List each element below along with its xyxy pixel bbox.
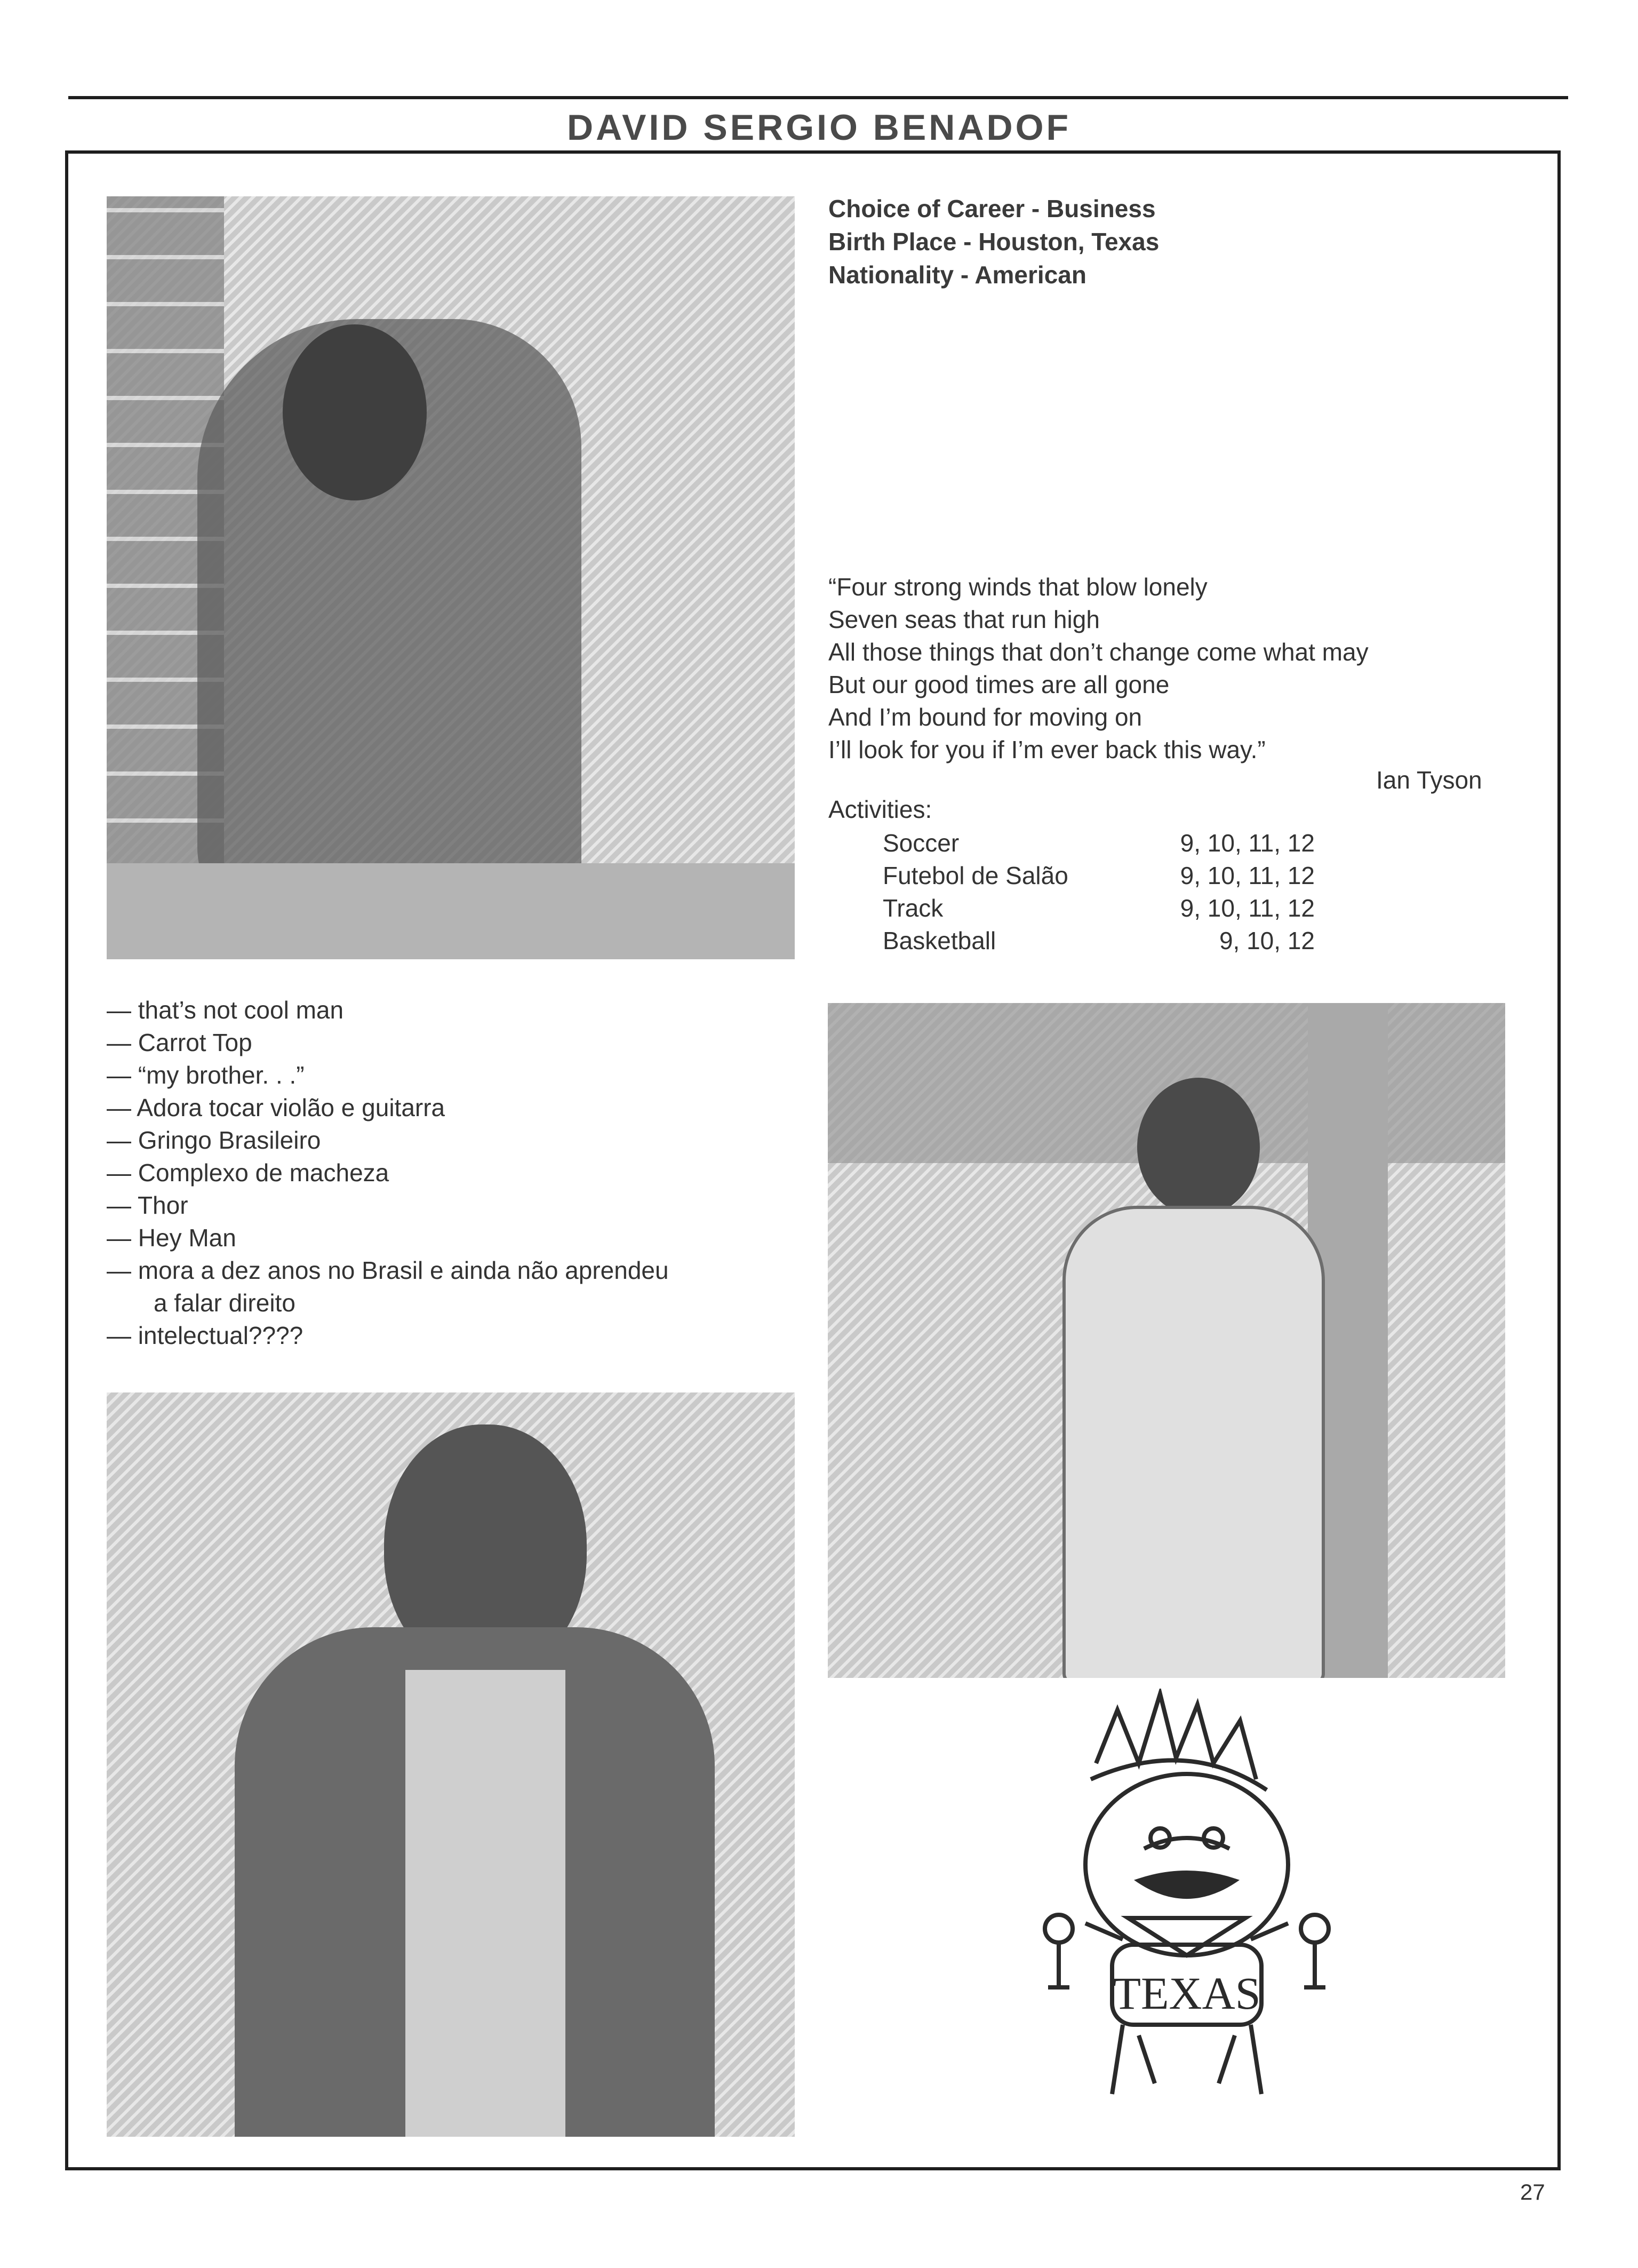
note-item: — Thor	[107, 1191, 188, 1219]
ground	[107, 863, 795, 959]
quote-block	[828, 571, 1369, 766]
activity-name: Track	[883, 894, 944, 922]
activity-name: Soccer	[883, 829, 960, 857]
nationality-line: Nationality - American	[828, 261, 1086, 289]
texas-mascot-drawing	[1016, 1689, 1357, 2115]
jacket-front	[405, 1670, 565, 2137]
figure-body	[1062, 1206, 1325, 1678]
quote-author: Ian Tyson	[1376, 766, 1482, 794]
activities-heading: Activities:	[828, 795, 932, 823]
activity-name: Basketball	[883, 927, 996, 954]
photo-seated-portrait	[107, 196, 795, 959]
photo-jacket-portrait	[107, 1392, 795, 2137]
mascot-text: TEXAS	[1113, 1968, 1261, 2019]
photo-standing-portrait	[828, 1003, 1505, 1678]
quote-line: “Four strong winds that blow lonely	[828, 573, 1208, 601]
note-item: — Hey Man	[107, 1224, 236, 1252]
profile-info	[828, 192, 1159, 291]
quote-line: Seven seas that run high	[828, 606, 1100, 633]
career-line: Choice of Career - Business	[828, 195, 1156, 222]
note-item-continued: a falar direito	[154, 1289, 295, 1317]
activity-years: 9, 10, 12	[1219, 927, 1315, 954]
activity-years: 9, 10, 11, 12	[1180, 894, 1315, 922]
top-rule	[68, 96, 1568, 99]
note-item: — intelectual????	[107, 1322, 303, 1349]
quote-line: But our good times are all gone	[828, 671, 1170, 698]
activity-years: 9, 10, 11, 12	[1180, 829, 1315, 857]
quote-line: I’ll look for you if I’m ever back this way.”	[828, 736, 1266, 763]
quote-line: All those things that don’t change come what may	[828, 638, 1369, 666]
note-item: — that’s not cool man	[107, 996, 344, 1024]
figure-head	[283, 324, 427, 500]
note-item: — Gringo Brasileiro	[107, 1126, 321, 1154]
page-title: DAVID SERGIO BENADOF	[566, 107, 1072, 148]
notes-list	[107, 994, 669, 1352]
activity-name: Futebol de Salão	[883, 862, 1068, 889]
page-number: 27	[1520, 2179, 1545, 2205]
quote-line: And I’m bound for moving on	[828, 703, 1142, 731]
figure-head	[1137, 1078, 1260, 1216]
note-item: — “my brother. . .”	[107, 1061, 305, 1089]
note-item: — Complexo de macheza	[107, 1159, 389, 1187]
note-item: — Adora tocar violão e guitarra	[107, 1094, 445, 1121]
note-item: — Carrot Top	[107, 1029, 252, 1056]
activity-years: 9, 10, 11, 12	[1180, 862, 1315, 889]
birth-place-line: Birth Place - Houston, Texas	[828, 228, 1160, 256]
note-item: — mora a dez anos no Brasil e ainda não aprendeu	[107, 1256, 669, 1284]
